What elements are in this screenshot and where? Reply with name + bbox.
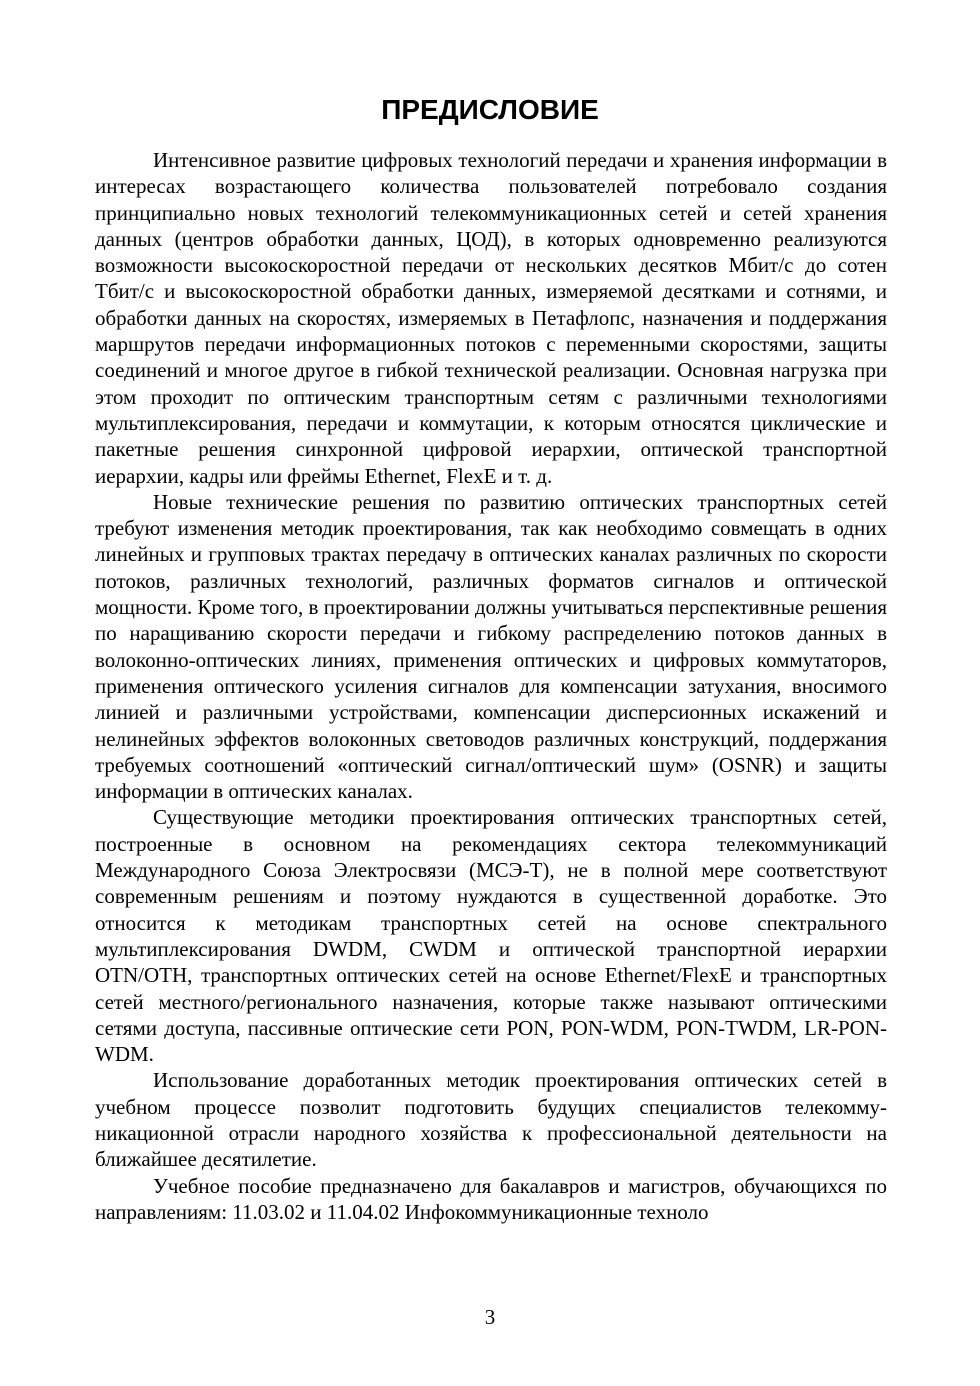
page-title: ПРЕДИСЛОВИЕ bbox=[381, 94, 599, 125]
paragraph-3: Существующие методики проектирования оптических транспортных сетей, построенные в основном на рекомендациях сектора телекоммуникаций Международного Союза Электросвязи (МСЭ-Т), не в полной мере соответствуют современным решениям и поэтому нуждаются в существенной доработке. Это относится к методикам транспортных сетей на основе спектрального мультиплексирования DWDM, CWDM и оптической транспортной иерархии OTN/OTH, транспортных оптических сетей на основе Ethernet/FlexE и транспортных сетей местного/регионального назначения, которые также называют оптическими сетями доступа, пассивные оптические сети PON, PON-WDM, PON-TWDM, LR-PON-WDM. bbox=[95, 805, 887, 1067]
paragraph-1: Интенсивное развитие цифровых технологий передачи и хранения информации в интересах возрастающего количества пользователей потребовало создания принципиально новых технологий телекоммуникационных сетей и сетей хранения данных (центров обработки данных, ЦОД), в которых одновременно реализуются возможности высокоскоростной передачи от нескольких десятков Мбит/с до сотен Тбит/с и высокоскоростной обработки данных, измеряемой десятками и сотнями, и обработки данных на скоростях, измеряемых в Петафлопс, назначения и поддержания маршрутов передачи информационных потоков с переменными скоростями, защиты соединений и многое другое в гибкой технической реализации. Основная нагрузка при этом проходит по оптическим транспортным сетям с различными технологиями мультиплексирования, передачи и коммутации, к которым относятся циклические и пакетные решения синхронной цифровой иерархии, оптической транспортной иерархии, кадры или фреймы Ethernet, FlexE и т. д. bbox=[95, 148, 887, 488]
paragraph-5: Учебное пособие предназначено для бакалавров и магистров, обучающихся по направлениям: 11.03.02 и 11.04.02 Инфокоммуникационные техноло bbox=[95, 1173, 887, 1224]
paragraph-2: Новые технические решения по развитию оптических транспортных сетей требуют изменения методик проектирования, так как необходимо совмещать в одних линейных и групповых трактах передачу в оптических каналах различных по скорости потоков, различных технологий, различных форматов сигналов и оптической мощности. Кроме того, в проектировании должны учитываться перспективные решения по наращиванию скорости передачи и гибкому распределению потоков данных в волоконно-оптических линиях, применения оптических и цифровых коммутаторов, применения оптического усиления сигналов для компенсации затухания, вносимого линией и различными устройствами, компенсации дисперсионных искажений и нелинейных эффектов волоконных световодов различных конструкций, поддержания требуемых соотношений «оптический сигнал/оптический шум» (OSNR) и защиты информации в оптических каналах. bbox=[95, 489, 887, 804]
body-text bbox=[95, 147, 887, 1225]
paragraph-4: Использование доработанных методик проектирования оптических сетей в учебном процессе позволит подготовить будущих специалистов телекоммуникационной отрасли народного хозяйства к профессиональной деятельности на ближайшее десятилетие. bbox=[95, 1068, 887, 1172]
page-number: 3 bbox=[484, 1305, 496, 1329]
